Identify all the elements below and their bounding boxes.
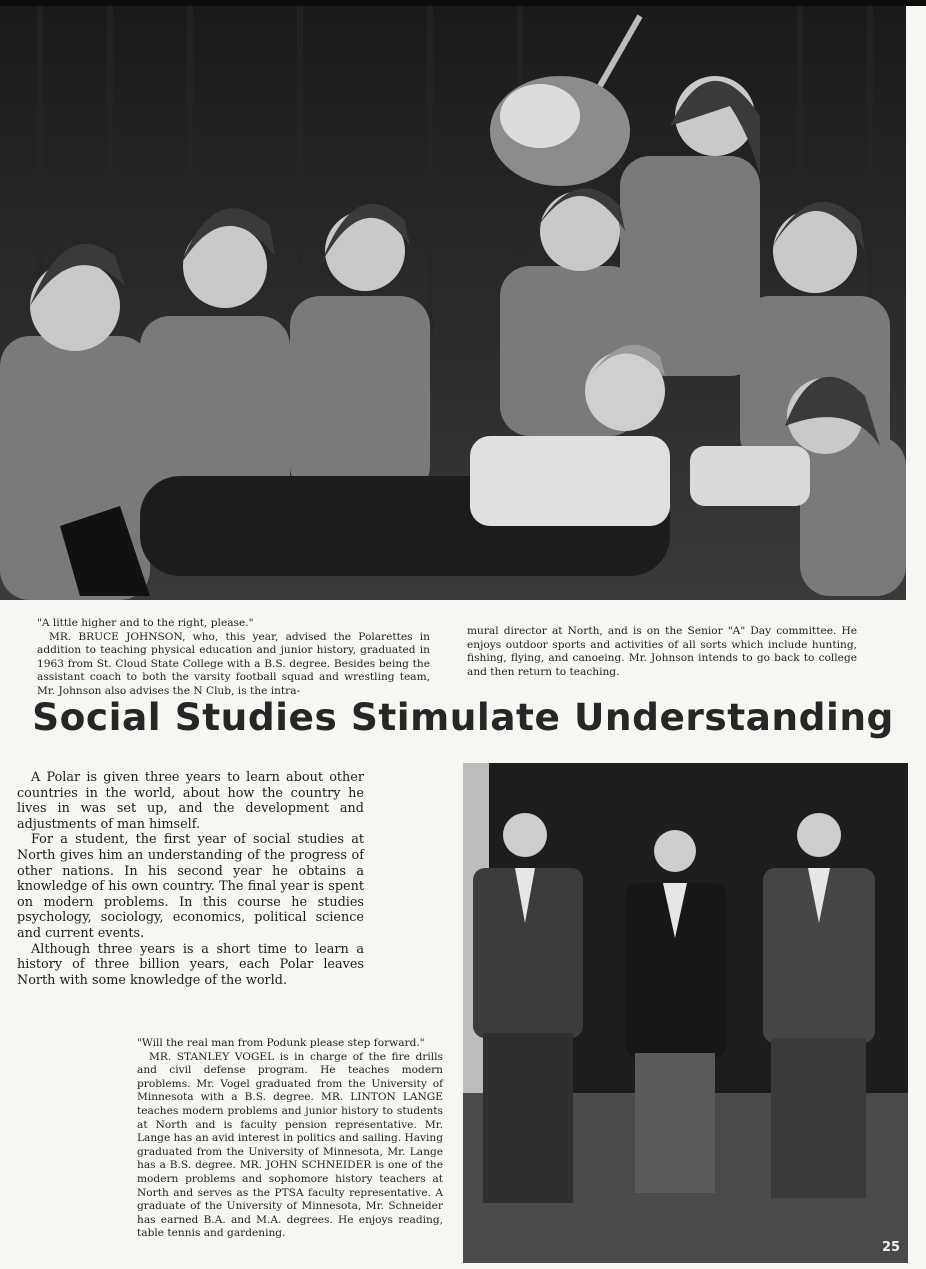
article-body <box>17 770 364 988</box>
article-paragraph-1: A Polar is given three years to learn about other countries in the world, about how the country he lives in was set up, and the development and adjustments of man himself. <box>17 770 364 832</box>
teachers-photo <box>463 763 908 1263</box>
johnson-caption-left <box>37 617 430 699</box>
article-paragraph-2: For a student, the first year of social studies at North gives him an understanding of the progress of other nations. In his second year he obtains a knowledge of his own country. The final year is spent on modern problems. In this course he studies psychology, sociology, economics, political science and current events. <box>17 832 364 941</box>
teachers-caption <box>137 1037 443 1241</box>
johnson-bio-part2: mural director at North, and is on the Senior "A" Day committee. He enjoys outdoor sports and activities of all sorts which include hunting, fishing, flying, and canoeing. Mr. Johnson intends to go back to college and then return to teaching. <box>467 625 857 678</box>
photo-quote-bottom: "Will the real man from Podunk please step forward." <box>137 1037 425 1049</box>
page-headline: Social Studies Stimulate Understanding <box>32 695 894 739</box>
page-number: 25 <box>882 1240 901 1255</box>
photo-quote-top: "A little higher and to the right, please." <box>37 617 254 629</box>
teachers-bio: MR. STANLEY VOGEL is in charge of the fire drills and civil defense program. He teaches modern problems. Mr. Vogel graduated from the University of Minnesota with a B.S. degree. MR. LINTON LANGE teaches modern problems and junior history to students at North and is faculty pension representative. Mr. Lange has an avid interest in politics and sailing. Having graduated from the University of Minnesota, Mr. Lange has a B.S. degree. MR. JOHN SCHNEIDER is one of the modern problems and sophomore history teachers at North and serves as the PTSA faculty representative. A graduate of the University of Minnesota, Mr. Schneider has earned B.A. and M.A. degrees. He enjoys reading, table tennis and gardening. <box>137 1050 443 1240</box>
article-paragraph-3: Although three years is a short time to learn a history of three billion years, each Polar leaves North with some knowledge of the world. <box>17 941 364 988</box>
johnson-caption-right <box>467 625 857 679</box>
johnson-bio-part1: MR. BRUCE JOHNSON, who, this year, advised the Polarettes in addition to teaching physical education and junior history, graduated in 1963 from St. Cloud State College with a B.S. degree. Besides being the assistant coach to both the varsity football squad and wrestling team, Mr. Johnson also advises the N Club, is the intra- <box>37 630 430 697</box>
polarettes-photo <box>0 6 906 600</box>
